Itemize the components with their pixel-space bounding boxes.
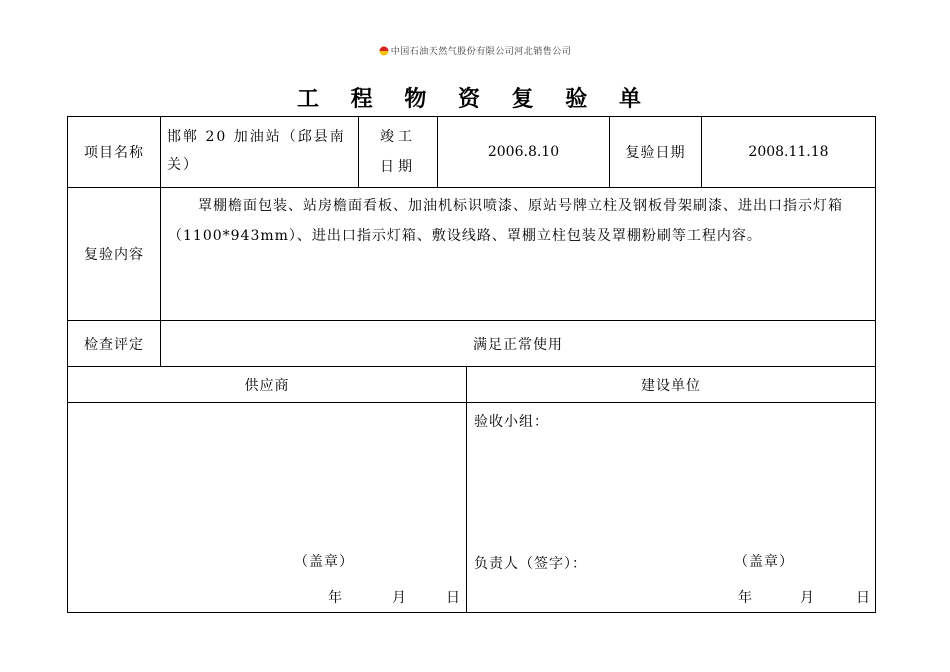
inspection-value: 满足正常使用	[473, 336, 563, 353]
row-divider	[68, 402, 875, 403]
supplier-day: 日	[446, 590, 460, 606]
row-divider	[68, 187, 875, 188]
builder-day: 日	[856, 590, 870, 606]
supplier-heading: 供应商	[244, 377, 290, 394]
inspection-form	[67, 116, 876, 613]
inspection-label: 检查评定	[84, 336, 144, 353]
column-divider	[466, 366, 467, 613]
project-name-label: 项目名称	[84, 145, 144, 161]
recheck-date-value: 2008.11.18	[748, 144, 829, 160]
acceptance-group-label: 验收小组：	[474, 414, 549, 430]
builder-heading: 建设单位	[641, 377, 701, 394]
recheck-content-text: 罩棚檐面包装、站房檐面看板、加油机标识喷漆、原站号牌立柱及钢板骨架刷漆、进出口指示灯箱（1100*943mm）、进出口指示灯箱、敷设线路、罩棚立柱包装及罩棚粉刷等工程内容。	[168, 198, 843, 244]
builder-year: 年	[738, 590, 752, 606]
document-title: 工 程 物 资 复 验 单	[297, 87, 653, 112]
project-name-value: 邯郸 20 加油站（邱县南关）	[167, 129, 346, 173]
recheck-date-label: 复验日期	[625, 145, 686, 161]
builder-month: 月	[800, 590, 814, 606]
supplier-year: 年	[328, 590, 342, 606]
company-header	[0, 44, 950, 57]
supplier-seal: （盖章）	[294, 554, 354, 570]
completion-date-label: 竣工日期	[380, 129, 416, 175]
company-name: 中国石油天然气股份有限公司河北销售公司	[390, 47, 572, 57]
petrochina-logo-icon	[379, 46, 389, 56]
completion-date-value: 2006.8.10	[487, 144, 560, 160]
recheck-content-label: 复验内容	[84, 247, 144, 263]
builder-seal: （盖章）	[734, 554, 794, 570]
supplier-month: 月	[392, 590, 406, 606]
responsible-signature-label: 负责人（签字）：	[474, 556, 587, 572]
